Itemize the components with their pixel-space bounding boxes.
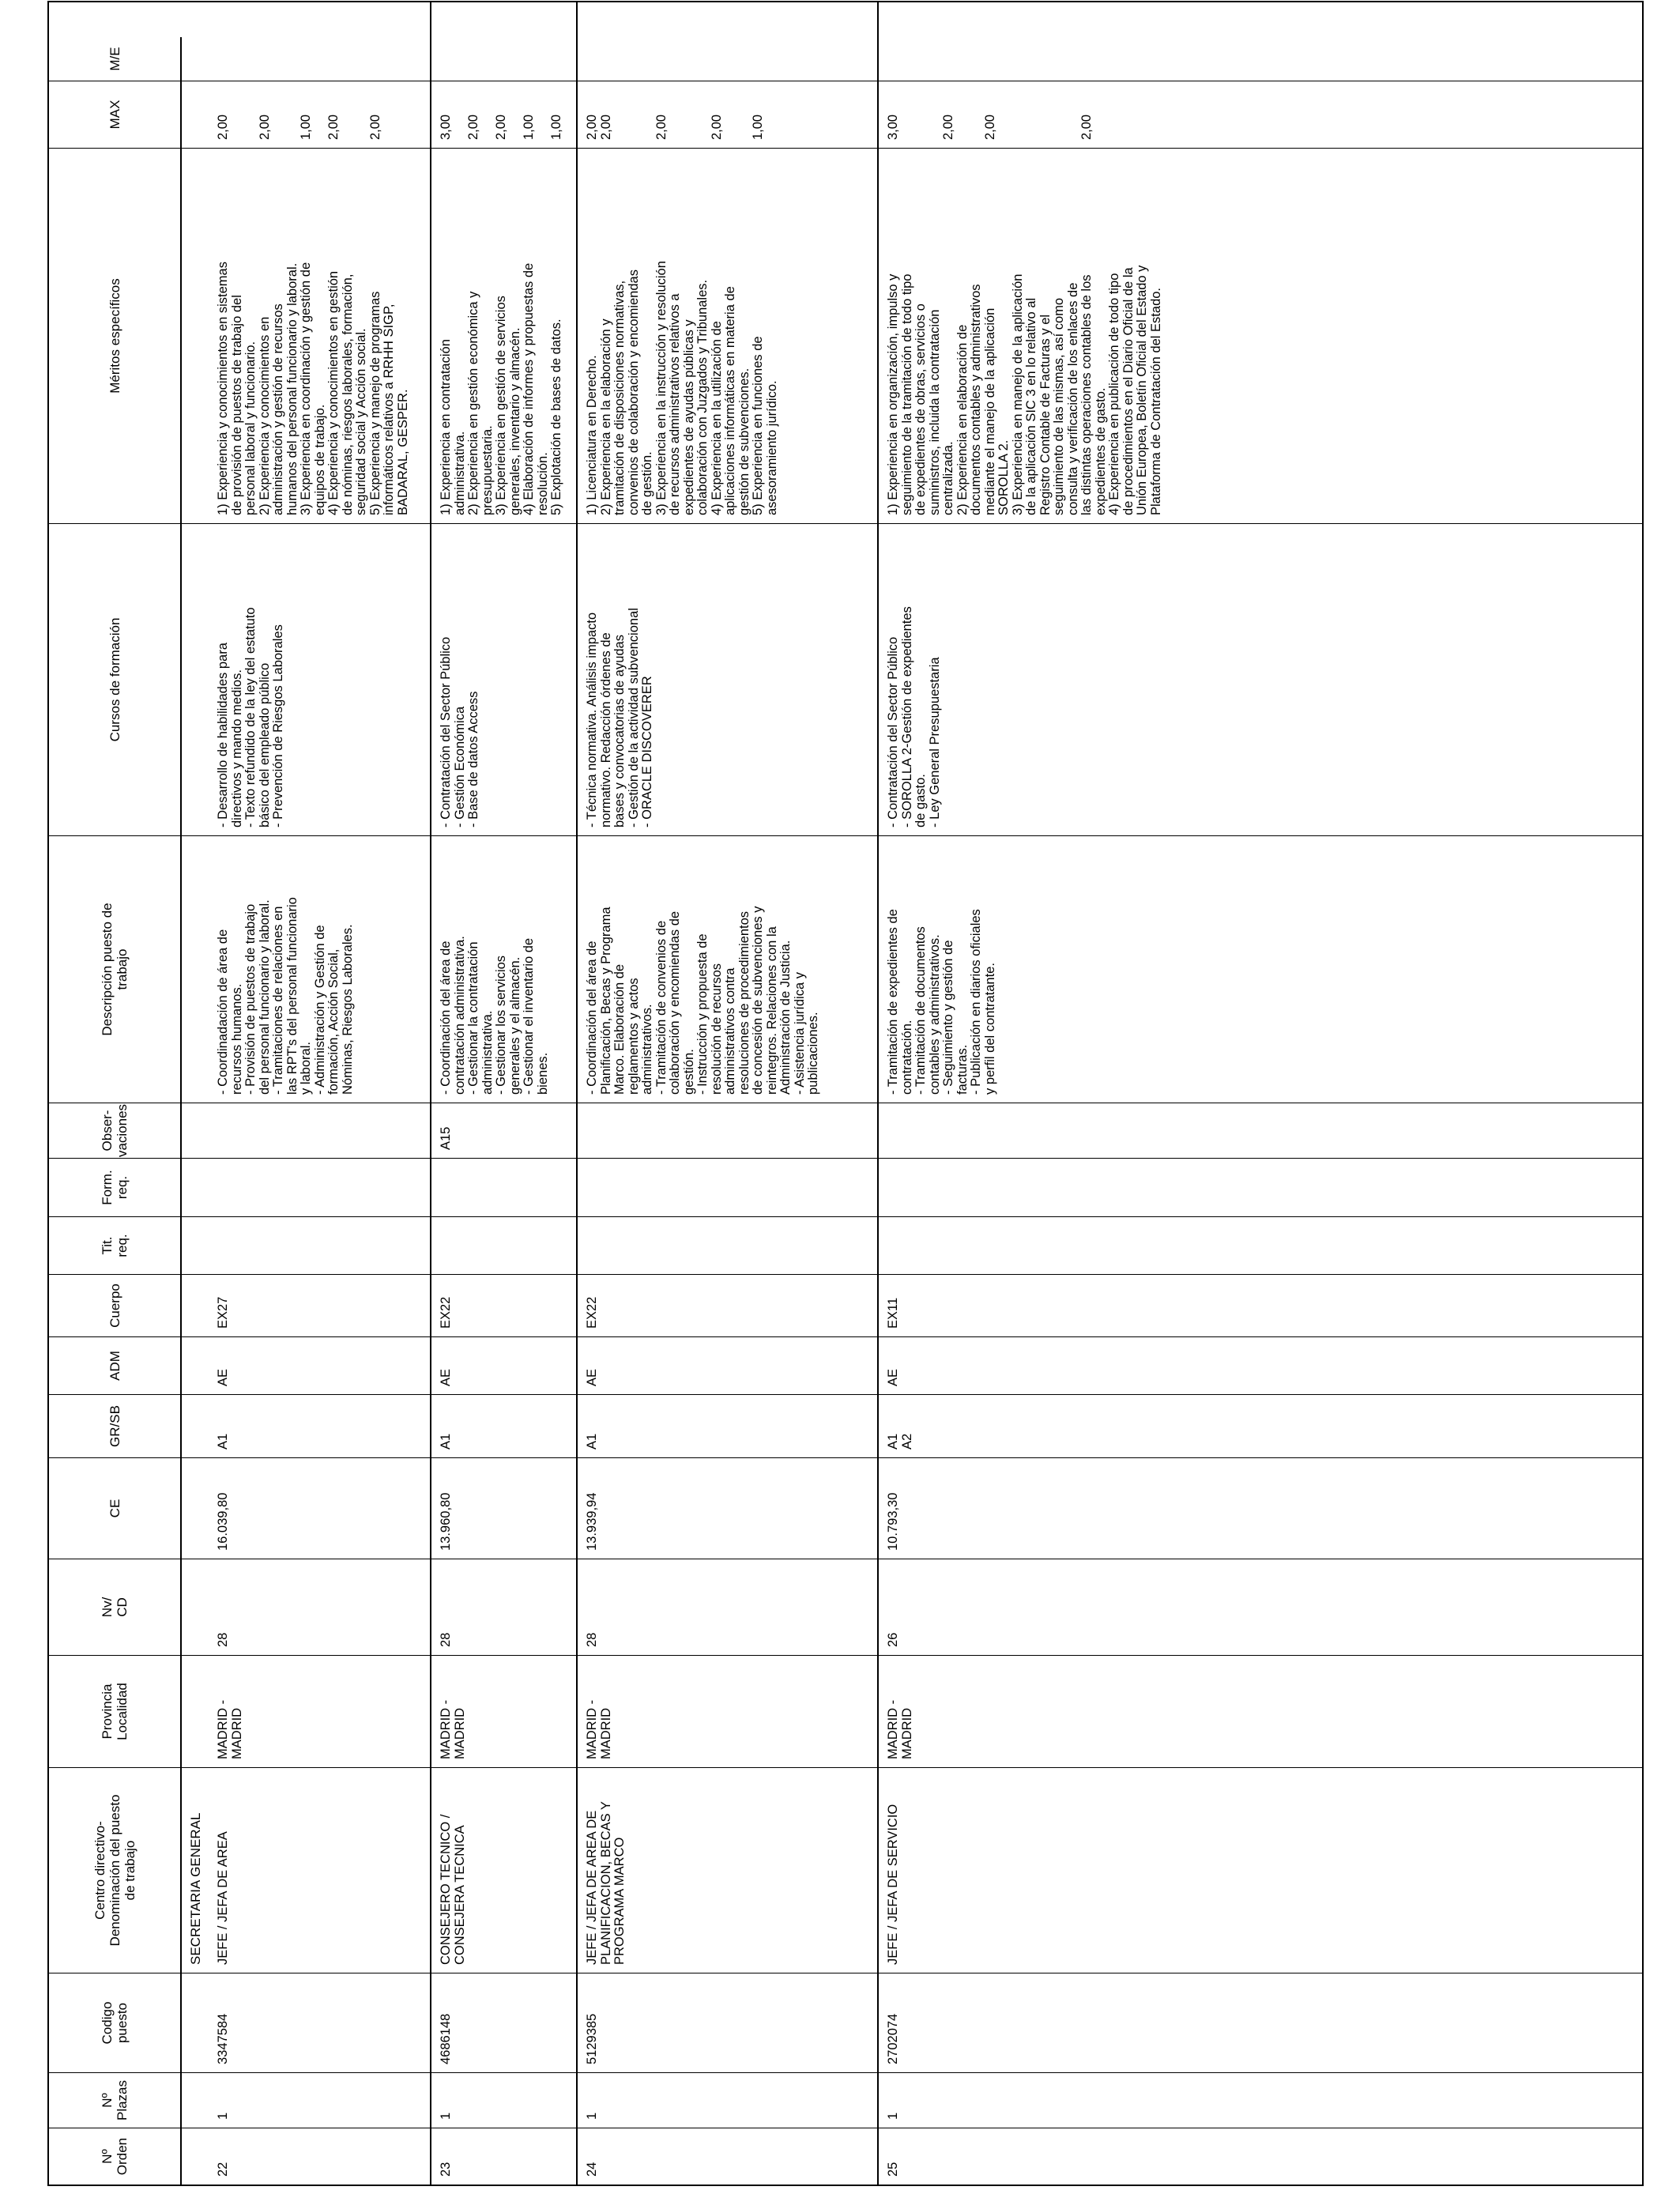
column-grupo [49,1394,1642,1457]
cell-cursos: - Contratación del Sector Público - SOROLLA 2-Gestión de expedientes de gasto. - Ley General Presupuestaria [886,606,942,827]
cell-cuerpo: EX22 [439,1296,453,1329]
header-meritos: Méritos específicos [49,149,182,523]
cell-nivel: 26 [886,1632,900,1647]
cell-provincia: MADRID - MADRID [216,1699,244,1759]
header-orden: Nº Orden [49,2128,182,2185]
cell-cursos: - Contratación del Sector Público - Gestión Económica - Base de datos Access [439,636,480,827]
column-codigo [49,1973,1642,2072]
cell-codigo: 4686148 [439,2013,453,2064]
cell-centro: JEFE / JEFA DE SERVICIO [886,1804,900,1965]
column-provincia [49,1655,1642,1767]
cell-plazas: 1 [585,2112,599,2120]
cell-codigo: 5129385 [585,2013,599,2064]
column-plazas [49,2072,1642,2128]
column-formacion [49,1158,1642,1216]
column-descripcion [49,835,1642,1103]
header-plazas: Nº Plazas [49,2073,182,2128]
cell-grupo: A1 A2 [886,1433,914,1449]
cell-cuerpo: EX22 [585,1296,599,1329]
header-observaciones: Obser- vaciones [49,1103,182,1158]
cell-nivel: 28 [216,1632,230,1647]
header-me: M/E [49,37,182,81]
header-cursos: Cursos de formación [49,524,182,835]
column-me [49,37,1642,81]
header-nivel: Nv/ CD [49,1559,182,1655]
cell-max: 2,00 2,00 2,00 2,00 1,00 [585,114,765,140]
column-adm [49,1336,1642,1394]
cell-cursos: - Desarrollo de habilidades para directivos y mando medios. - Texto refundido de la ley del estatuto básico del empleado público - Prevención de Riesgos Laborales [216,607,285,827]
cell-provincia: MADRID - MADRID [585,1699,613,1759]
cell-centro: JEFE / JEFA DE AREA DE PLANIFICACION, BECAS Y PROGRAMA MARCO [585,1801,627,1965]
column-cursos [49,523,1642,835]
positions-table [47,1,1644,2186]
cell-meritos: 1) Experiencia en contratación administrativa. 2) Experiencia en gestión económica y presupuestaria. 3) Experiencia en gestión de servicios generales, inventario y almacén. 4) Elaboración de informes y propuestas de resolución. 5) Explotación de bases de datos. [439,262,563,515]
cell-ce: 16.039,80 [216,1492,230,1551]
cell-adm: AE [886,1368,900,1386]
cell-plazas: 1 [886,2112,900,2120]
cell-max: 3,00 2,00 2,00 1,00 1,00 [439,114,563,140]
header-descripcion: Descripción puesto de trabajo [49,836,182,1103]
cell-grupo: A1 [216,1433,230,1449]
cell-descripcion: - Coordinación del área de Planificación, Becas y Programa Marco. Elaboración de reglamentos y actos administrativos. - Tramitación de convenios de colaboración y encomiendas de gestión. - Instrucción y propuesta de resolución de recursos administrativos contra resoluciones de procedimientos de concesión de subvenciones y reintegros. Relaciones con la Administración de Justicia. - Asistencia jurídica y publicaciones. [585,906,820,1095]
cell-grupo: A1 [585,1433,599,1449]
cell-orden: 23 [439,2162,453,2177]
header-provincia: Provincia Localidad [49,1656,182,1767]
cell-ce: 13.960,80 [439,1492,453,1551]
cell-meritos: 1) Experiencia y conocimientos en sistemas de provisión de puestos de trabajo del personal laboral y funcionario. 2) Experiencia y conocimientos en administración y gestión de recursos humanos del personal funcionario y laboral. 3) Experiencia en coordinación y gestión de equipos de trabajo. 4) Experiencia y conocimientos en gestión de nóminas, riesgos laborales, formación, seguridad social y Acción social. 5) Experiencia y manejo de programas informáticos relativos a RRHH SIGP, BADARAL, GESPER. [216,262,410,515]
header-grupo: GR/SB [49,1395,182,1457]
header-adm: ADM [49,1337,182,1394]
column-ce [49,1457,1642,1559]
cell-ce: 13.939,94 [585,1492,599,1551]
cell-nivel: 28 [585,1632,599,1647]
cell-meritos: 1) Experiencia en organización, impulso y seguimiento de la tramitación de todo tipo de expedientes de obras, servicios o suministros, incluida la contratación centralizada. 2) Experiencia en elaboración de documentos contables y administrativos mediante el manejo de la aplicación SOROLLA 2. 3) Experiencia en manejo de la aplicación de la aplicación SIC 3 en lo relativo al Registro Contable de Facturas y el seguimiento de las mismas, así como consulta y verificación de los enlaces de las distintas operaciones contables de los expedientes de gasto. 4) Experiencia en publicación de todo tipo de procedimientos en el Diario Oficial de la Unión Europea, Boletín Oficial del Estado y Plataforma de Contratación del Estado. [886,265,1163,515]
column-nivel [49,1559,1642,1655]
cell-plazas: 1 [216,2112,230,2120]
cell-orden: 22 [216,2162,230,2177]
cell-ce: 10.793,30 [886,1492,900,1551]
cell-adm: AE [216,1368,230,1386]
cell-descripcion: - Coordinadación de área de recursos humanos. - Provisión de puestos de trabajo del personal funcionario y laboral. - Tramitaciones de relaciones en las RPT's del personal funcionario y laboral. - Administración y Gestión de formación, Acción Social, Nóminas, Riesgos Laborales. [216,897,355,1095]
cell-max: 3,00 2,00 2,00 2,00 [886,114,1094,140]
column-meritos [49,148,1642,523]
column-titulacion [49,1216,1642,1274]
cell-descripcion: - Coordinación del área de contratación administrativa. - Gestionar la contratación administrativa. - Gestionar los servicios generales y el almacén. - Gestionar el inventario de bienes. [439,936,550,1095]
column-centro [49,1767,1642,1973]
header-codigo: Codigo puesto [49,1973,182,2072]
cell-descripcion: - Tramitación de expedientes de contratación. - Tramitación de documentos contables y administrativos. - Seguimiento y gestión de facturas. - Publicación en diarios oficiales y perfil del contratante. [886,909,997,1095]
header-titulacion: Tit. req. [49,1217,182,1274]
cell-nivel: 28 [439,1632,453,1647]
header-cuerpo: Cuerpo [49,1275,182,1336]
section-title: SECRETARIA GENERAL [188,1812,203,1965]
cell-cuerpo: EX27 [216,1296,230,1329]
cell-codigo: 3347584 [216,2013,230,2064]
cell-provincia: MADRID - MADRID [439,1699,467,1759]
cell-codigo: 2702074 [886,2013,900,2064]
header-ce: CE [49,1458,182,1559]
column-orden [49,2128,1642,2185]
cell-orden: 25 [886,2162,900,2177]
cell-cuerpo: EX11 [886,1297,900,1329]
header-centro: Centro directivo- Denominación del puesto de trabajo [49,1768,182,1973]
cell-provincia: MADRID - MADRID [886,1699,914,1759]
header-max: MAX [49,81,182,148]
column-max [49,81,1642,148]
cell-adm: AE [439,1368,453,1386]
column-cuerpo [49,1274,1642,1336]
cell-adm: AE [585,1368,599,1386]
column-observaciones [49,1103,1642,1158]
cell-plazas: 1 [439,2112,453,2120]
cell-max: 2,00 2,00 1,00 2,00 2,00 [216,114,382,140]
header-formacion: Form. req. [49,1159,182,1216]
cell-centro: CONSEJERO TECNICO / CONSEJERA TECNICA [439,1814,467,1965]
cell-orden: 24 [585,2162,599,2177]
cell-centro: JEFE / JEFA DE AREA [216,1831,230,1965]
cell-cursos: - Técnica normativa. Análisis impacto normativo. Redacción órdenes de bases y convocatorias de ayudas - Gestión de la actividad subvencional - ORACLE DISCOVERER [585,608,654,827]
cell-observaciones: A15 [439,1126,453,1150]
cell-grupo: A1 [439,1433,453,1449]
cell-meritos: 1) Licenciatura en Derecho. 2) Experiencia en la elaboración y tramitación de disposiciones normativas, convenios de colaboración y encomiendas de gestión. 3) Experiencia en la instrucción y resolución de recursos administrativos relativos a expedientes de ayudas públicas y colaboración con Juzgados y Tribunales. 4) Experiencia en la utilización de aplicaciones informáticas en materia de gestión de subvenciones. 5) Experiencia en funciones de asesoramiento jurídico. [585,261,779,515]
